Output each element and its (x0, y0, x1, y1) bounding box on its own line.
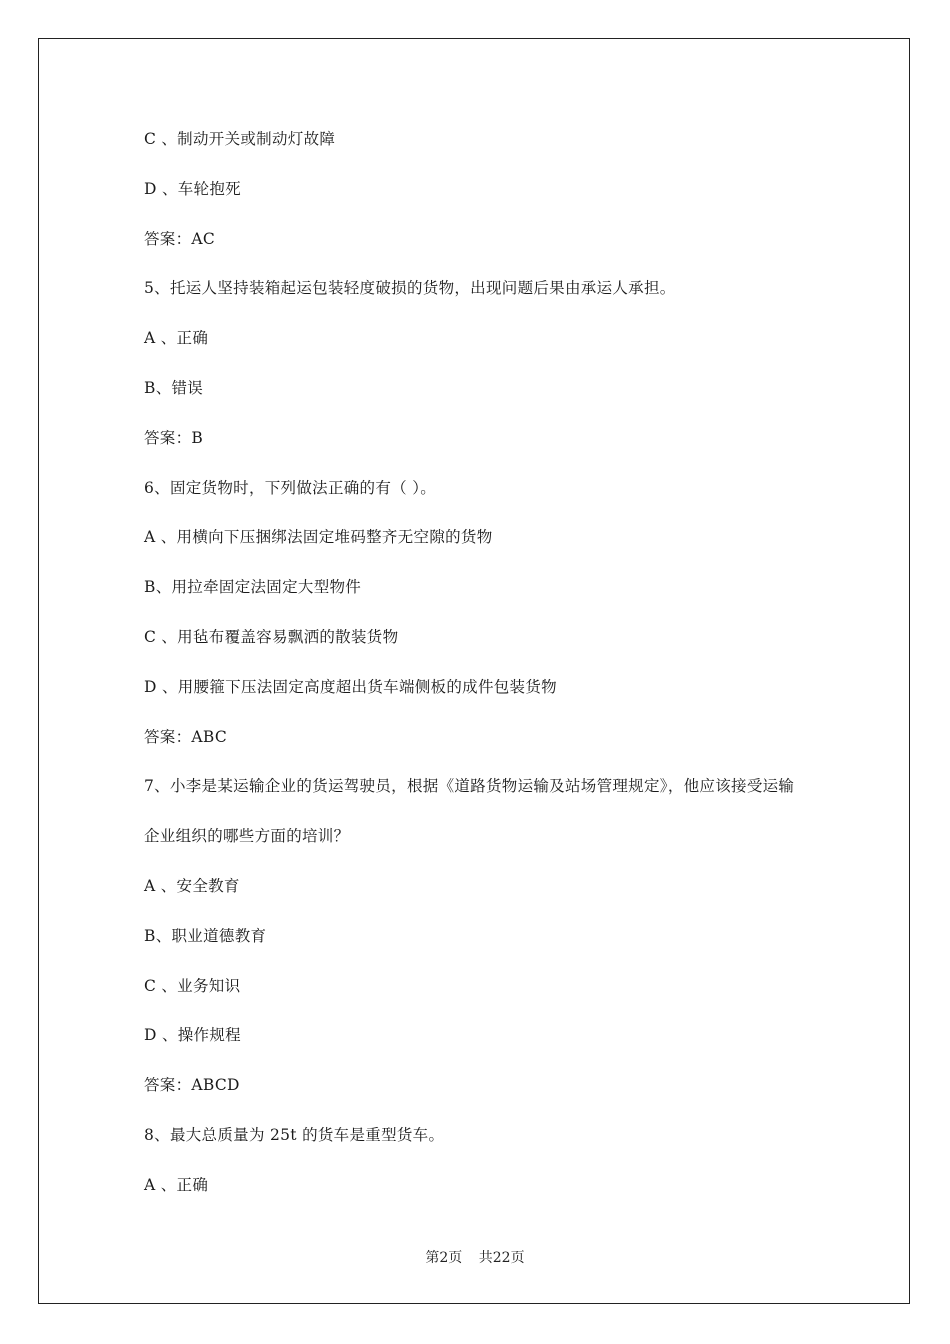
page-footer (0, 1247, 950, 1267)
question-line: 6、固定货物时，下列做法正确的有（ ）。 (144, 478, 437, 497)
page-number: 第2页 (425, 1250, 463, 1266)
document-body (144, 126, 844, 1222)
option-line: B、错误 (144, 378, 204, 397)
option-line: A 、正确 (144, 329, 209, 348)
option-line: D 、操作规程 (144, 1026, 241, 1045)
option-line: B、用拉牵固定法固定大型物件 (144, 578, 362, 597)
option-line: A 、用横向下压捆绑法固定堆码整齐无空隙的货物 (144, 528, 493, 547)
option-line: C 、制动开关或制动灯故障 (144, 130, 336, 148)
answer-line: 答案：ABC (144, 727, 228, 746)
option-line: D 、用腰箍下压法固定高度超出货车端侧板的成件包装货物 (144, 677, 557, 696)
option-line: C 、业务知识 (144, 976, 241, 995)
option-line: A 、安全教育 (144, 876, 240, 895)
option-line: A 、正确 (144, 1175, 209, 1194)
question-line-continued: 企业组织的哪些方面的培训？ (144, 827, 350, 846)
answer-line: 答案：ABCD (144, 1076, 240, 1095)
answer-line: 答案：B (144, 428, 204, 447)
page-total: 共22页 (478, 1250, 525, 1266)
option-line: D 、车轮抱死 (144, 179, 241, 198)
question-line: 8、最大总质量为 25t 的货车是重型货车。 (144, 1125, 445, 1144)
answer-line: 答案：AC (144, 229, 216, 248)
question-line: 7、小李是某运输企业的货运驾驶员，根据《道路货物运输及站场管理规定》，他应该接受运输 (144, 777, 795, 796)
option-line: C 、用毡布覆盖容易飘洒的散装货物 (144, 627, 399, 646)
option-line: B、职业道德教育 (144, 926, 267, 945)
question-line: 5、托运人坚持装箱起运包装轻度破损的货物，出现问题后果由承运人承担。 (144, 279, 676, 298)
